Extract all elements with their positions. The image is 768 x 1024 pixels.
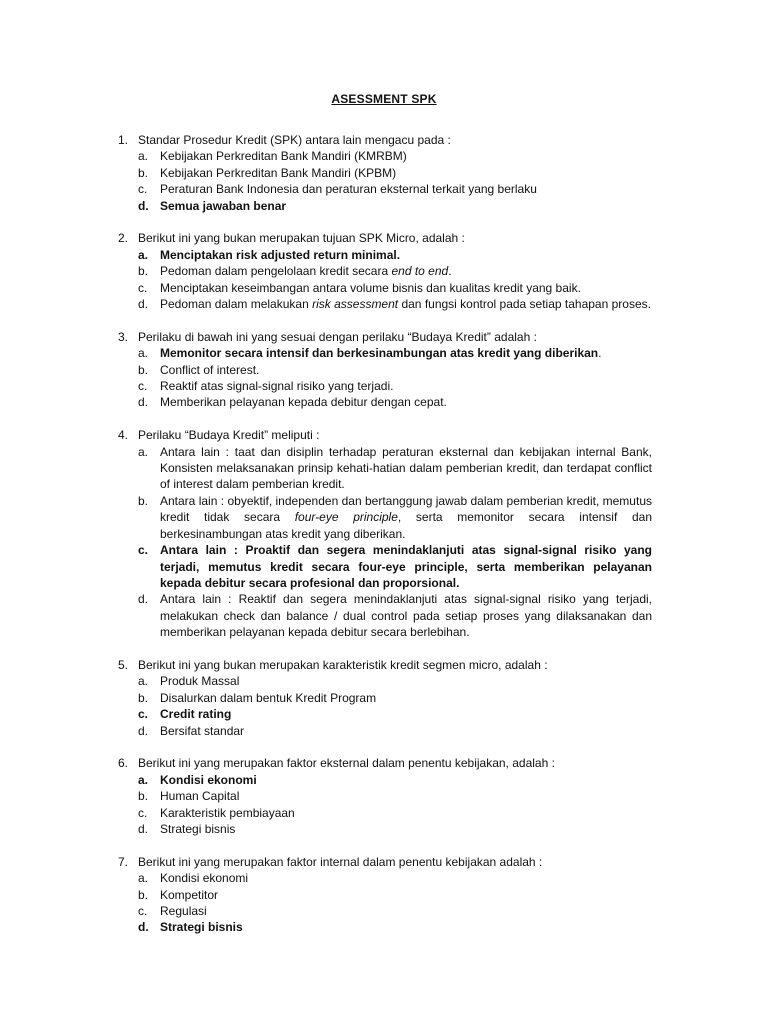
option-text: Kondisi ekonomi bbox=[160, 772, 257, 787]
option-text-emphasis: four-eye principle bbox=[294, 510, 398, 525]
option-letter: b. bbox=[138, 887, 149, 902]
question-text: Berikut ini yang bukan merupakan karakteristik kredit segmen micro, adalah : bbox=[138, 657, 548, 672]
option-d bbox=[138, 723, 652, 739]
question-text: Berikut ini yang bukan merupakan tujuan SPK Micro, adalah : bbox=[138, 231, 465, 246]
option-a bbox=[138, 870, 652, 886]
question-text: Perilaku di bawah ini yang sesuai dengan perilaku “Budaya Kredit” adalah : bbox=[138, 329, 537, 344]
option-text: Antara lain : Reaktif dan segera menindaklanjuti atas signal-signal risiko yang terjadi, melakukan check dan balance / dual control pada setiap proses yang dilaksanakan dan memberikan pelayanan kepada debitur secara berlebihan. bbox=[160, 592, 652, 640]
option-text-part: , serta memonitor secara intensif dan berkesinambungan atas kredit yang diberikan. bbox=[160, 510, 652, 541]
option-text: Antara lain : Proaktif dan segera menindaklanjuti atas signal-signal risiko yang terjadi, memutus kredit secara four-eye principle, serta memberikan pelayanan kepada debitur secara profesional dan proporsional. bbox=[160, 543, 652, 590]
question-6 bbox=[118, 755, 652, 837]
option-text: Menciptakan risk adjusted return minimal. bbox=[160, 247, 401, 262]
option-letter: a. bbox=[138, 674, 149, 689]
option-letter: b. bbox=[138, 264, 149, 279]
option-b bbox=[138, 263, 652, 279]
option-text: Kebijakan Perkreditan Bank Mandiri (KPBM) bbox=[160, 165, 397, 180]
option-text-emphasis: end to end bbox=[391, 264, 449, 279]
option-letter: c. bbox=[138, 543, 149, 558]
option-text-emphasis: risk assessment bbox=[312, 297, 399, 312]
option-d-answer bbox=[138, 198, 652, 214]
question-number: 3. bbox=[118, 329, 129, 344]
option-text: Disalurkan dalam bentuk Kredit Program bbox=[160, 690, 377, 705]
option-letter: b. bbox=[138, 362, 149, 377]
option-a-answer bbox=[138, 247, 652, 263]
option-letter: d. bbox=[138, 592, 149, 607]
option-b bbox=[138, 493, 652, 542]
option-letter: b. bbox=[138, 165, 149, 180]
option-b bbox=[138, 788, 652, 804]
option-c-answer bbox=[138, 542, 652, 591]
option-b bbox=[138, 887, 652, 903]
question-text: Perilaku “Budaya Kredit” meliputi : bbox=[138, 428, 320, 443]
option-text bbox=[160, 296, 652, 312]
option-text: Human Capital bbox=[160, 789, 240, 804]
option-d bbox=[138, 821, 652, 837]
option-text: Karakteristik pembiayaan bbox=[160, 805, 295, 820]
option-text: Memberikan pelayanan kepada debitur dengan cepat. bbox=[160, 395, 447, 410]
option-letter: a. bbox=[138, 444, 149, 459]
question-number: 2. bbox=[118, 231, 129, 246]
option-b bbox=[138, 165, 652, 181]
option-c bbox=[138, 181, 652, 197]
option-text: Menciptakan keseimbangan antara volume bisnis dan kualitas kredit yang baik. bbox=[160, 280, 581, 295]
option-letter: d. bbox=[138, 920, 149, 935]
option-letter: a. bbox=[138, 247, 149, 262]
option-text: Kondisi ekonomi bbox=[160, 871, 249, 886]
option-a-answer bbox=[138, 772, 652, 788]
option-text-suffix: . bbox=[598, 346, 602, 361]
question-2 bbox=[118, 230, 652, 312]
option-text-part: dan fungsi kontrol pada setiap tahapan proses. bbox=[398, 297, 651, 312]
option-text-part: Antara lain : obyektif, independen dan bertanggung jawab dalam pemberian kredit, memutus kredit tidak secara bbox=[160, 493, 652, 525]
question-4 bbox=[118, 427, 652, 640]
option-text bbox=[160, 345, 652, 361]
option-letter: b. bbox=[138, 789, 149, 804]
question-number: 7. bbox=[118, 854, 129, 869]
option-text: Antara lain : taat dan disiplin terhadap peraturan eksternal dan kebijakan internal Bank, Konsisten melaksanakan prinsip kehati-hatian dalam pemberian kredit, dan terdapat conflict of interest dalam pemberian kredit. bbox=[160, 444, 652, 492]
question-5 bbox=[118, 657, 652, 739]
option-letter: d. bbox=[138, 198, 149, 213]
option-text: Credit rating bbox=[160, 707, 232, 722]
option-c bbox=[138, 805, 652, 821]
question-list bbox=[118, 132, 652, 936]
question-number: 5. bbox=[118, 657, 129, 672]
question-text: Berikut ini yang merupakan faktor internal dalam penentu kebijakan adalah : bbox=[138, 854, 543, 869]
option-letter: a. bbox=[138, 346, 149, 361]
question-number: 4. bbox=[118, 428, 129, 443]
option-letter: c. bbox=[138, 379, 148, 394]
option-d bbox=[138, 394, 652, 410]
question-number: 6. bbox=[118, 756, 129, 771]
option-b bbox=[138, 690, 652, 706]
option-c bbox=[138, 378, 652, 394]
option-text-part: Pedoman dalam pengelolaan kredit secara bbox=[160, 264, 392, 279]
option-letter: b. bbox=[138, 493, 149, 508]
option-c bbox=[138, 280, 652, 296]
option-a bbox=[138, 444, 652, 493]
option-text: Kebijakan Perkreditan Bank Mandiri (KMRBM) bbox=[160, 149, 407, 164]
option-text: Peraturan Bank Indonesia dan peraturan eksternal terkait yang berlaku bbox=[160, 182, 537, 197]
option-letter: c. bbox=[138, 805, 148, 820]
option-a bbox=[138, 148, 652, 164]
option-letter: d. bbox=[138, 821, 149, 836]
option-text bbox=[160, 493, 652, 542]
question-text: Standar Prosedur Kredit (SPK) antara lain mengacu pada : bbox=[138, 133, 451, 147]
option-text bbox=[160, 263, 652, 279]
option-text: Conflict of interest. bbox=[160, 362, 260, 377]
option-letter: b. bbox=[138, 690, 149, 705]
option-text: Strategi bisnis bbox=[160, 920, 243, 935]
option-b bbox=[138, 362, 652, 378]
option-text: Semua jawaban benar bbox=[160, 198, 287, 213]
option-text: Regulasi bbox=[160, 904, 207, 918]
option-d bbox=[138, 591, 652, 640]
question-text: Berikut ini yang merupakan faktor eksternal dalam penentu kebijakan, adalah : bbox=[138, 756, 555, 771]
question-3 bbox=[118, 329, 652, 411]
option-text-part: Pedoman dalam melakukan bbox=[160, 297, 313, 312]
option-a-answer bbox=[138, 345, 652, 361]
option-text: Kompetitor bbox=[160, 887, 219, 902]
option-d bbox=[138, 296, 652, 312]
document-title: ASESSMENT SPK bbox=[331, 92, 437, 106]
question-1 bbox=[118, 132, 652, 214]
option-text-bold: Memonitor secara intensif dan berkesinambungan atas kredit yang diberikan bbox=[160, 346, 599, 361]
option-d-answer bbox=[138, 919, 652, 935]
option-letter: d. bbox=[138, 723, 149, 738]
option-text: Reaktif atas signal-signal risiko yang terjadi. bbox=[160, 379, 394, 394]
option-c bbox=[138, 903, 652, 919]
option-letter: c. bbox=[138, 182, 148, 197]
option-a bbox=[138, 673, 652, 689]
option-letter: d. bbox=[138, 395, 149, 410]
option-text: Strategi bisnis bbox=[160, 821, 236, 836]
question-7 bbox=[118, 854, 652, 936]
option-letter: a. bbox=[138, 772, 149, 787]
option-letter: a. bbox=[138, 871, 149, 886]
option-c-answer bbox=[138, 706, 652, 722]
option-letter: a. bbox=[138, 149, 149, 164]
question-number: 1. bbox=[118, 133, 129, 147]
option-text-part: . bbox=[448, 264, 452, 279]
option-text: Bersifat standar bbox=[160, 723, 245, 738]
option-text: Produk Massal bbox=[160, 674, 240, 689]
option-letter: c. bbox=[138, 904, 148, 918]
option-letter: c. bbox=[138, 707, 149, 722]
option-letter: d. bbox=[138, 297, 149, 312]
option-letter: c. bbox=[138, 280, 148, 295]
